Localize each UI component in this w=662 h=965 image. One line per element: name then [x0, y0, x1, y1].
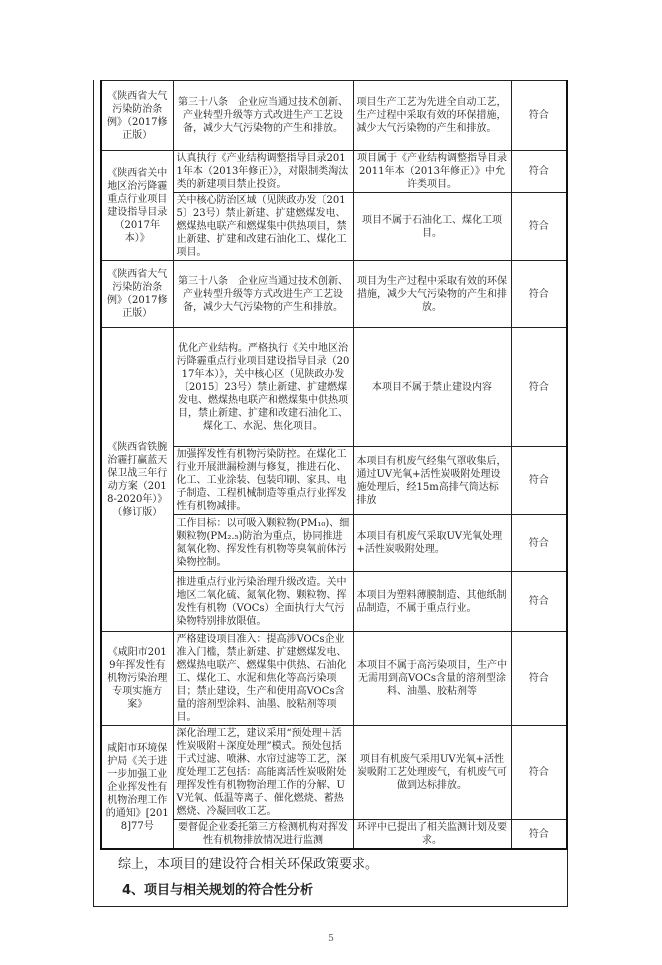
requirement-cell: 认真执行《产业结构调整指导目录2011年本（2013年修正）》，对限制类淘汰类的新建项目禁止投资。	[173, 151, 353, 193]
analysis-cell: 项目不属于石油化工、煤化工项目。	[353, 193, 511, 261]
result-cell: 符合	[511, 726, 567, 820]
requirement-cell: 第三十八条 企业应当通过技术创新、产业转型升级等方式改进生产工艺设备，减少大气污染物的产生和排放。	[173, 81, 353, 151]
policy-cell: 咸阳市环境保护局《关于进一步加强工业企业挥发性有机物治理工作的通知》[2018]77号	[101, 726, 173, 850]
table-row	[101, 726, 567, 820]
policy-cell: 《陕西省铁腕治霾打赢蓝天保卫战三年行动方案（2018-2020年）》（修订版）	[101, 328, 173, 632]
policy-cell: 《咸阳市2019年挥发性有机物污染治理专项实施方案》	[101, 632, 173, 726]
result-cell: 符合	[511, 151, 567, 193]
requirement-cell: 加强挥发性有机物污染防控。在煤化工行业开展泄漏检测与修复，推进石化、化工、工业涂装、包装印刷、家具、电子制造、工程机械制造等重点行业挥发性有机物减排。	[173, 447, 353, 515]
requirement-cell: 优化产业结构。严格执行《关中地区治污降霾重点行业项目建设指导目录（2017年本）》，关中核心区（见陕政办发〔2015〕23号）禁止新建、扩建燃煤发电、燃煤热电联产和燃煤集中供热项目，禁止新建、扩建和改建石油化工、煤化工、水泥、焦化项目。	[173, 328, 353, 447]
requirement-cell: 严格建设项目准入：提高涉VOCs企业准入门槛，禁止新建、扩建燃煤发电、燃煤热电联产、燃煤集中供热、石油化工、煤化工、水泥和焦化等高污染项目；禁止建设，生产和使用高VOCs含量的溶剂型涂料、油墨、胶粘剂等项目。	[173, 632, 353, 726]
table-row	[101, 151, 567, 193]
summary-text: 综上，本项目的建设符合相关环保政策要求。	[118, 857, 379, 872]
policy-cell: 《陕西省大气污染防治条例》（2017修正版）	[101, 81, 173, 151]
result-cell: 符合	[511, 193, 567, 261]
analysis-cell: 项目属于《产业结构调整指导目录2011年本（2013年修正）》中允许类项目。	[353, 151, 511, 193]
table-row	[101, 328, 567, 447]
result-cell: 符合	[511, 572, 567, 632]
analysis-cell: 本项目为塑料薄膜制造、其他纸制品制造，不属于重点行业。	[353, 572, 511, 632]
policy-cell: 《陕西省大气污染防治条例》（2017修正版）	[101, 261, 173, 328]
page-number: 5	[328, 934, 334, 944]
result-cell: 符合	[511, 328, 567, 447]
result-cell: 符合	[511, 261, 567, 328]
requirement-cell: 推进重点行业污染治理升级改造。关中地区二氧化硫、氮氧化物、颗粒物、挥发性有机物（VOCs）全面执行大气污染物特别排放限值。	[173, 572, 353, 632]
analysis-cell: 本项目有机废气采取UV光氧处理+活性炭吸附处理。	[353, 515, 511, 572]
table-row	[101, 632, 567, 726]
table-row	[101, 261, 567, 328]
result-cell: 符合	[511, 447, 567, 515]
result-cell: 符合	[511, 81, 567, 151]
analysis-cell: 本项目有机废气经集气罩收集后，通过UV光氧+活性炭吸附处理设施处理后，经15m高排气筒达标排放	[353, 447, 511, 515]
requirement-cell: 工作目标：以可吸入颗粒物(PM₁₀)、细颗粒物(PM₂.₅)防治为重点，协同推进氮氧化物、挥发性有机物等臭氧前体污染物控制。	[173, 515, 353, 572]
analysis-cell: 环评中已提出了相关监测计划及要求。	[353, 820, 511, 850]
analysis-cell: 本项目不属于高污染项目，生产中无需用到高VOCs含量的溶剂型涂料、油墨、胶粘剂等	[353, 632, 511, 726]
requirement-cell: 第三十八条 企业应当通过技术创新、产业转型升级等方式改进生产工艺设备，减少大气污染物的产生和排放。	[173, 261, 353, 328]
result-cell: 符合	[511, 632, 567, 726]
table-row	[101, 81, 567, 151]
analysis-cell: 项目生产工艺为先进全自动工艺，生产过程中采取有效的环保措施，减少大气污染物的产生和排放。	[353, 81, 511, 151]
requirement-cell: 深化治理工艺，建议采用“预处理＋活性炭吸附＋深度处理”模式。预处包括干式过滤、喷淋、水帘过滤等工艺，深度处理工艺包括：高能离活性炭吸附处理挥发性有机物物治理工作的分解、UV光氧、低温等离子、催化燃烧、蓄热燃烧、冷凝回收工艺。	[173, 726, 353, 820]
page-frame	[93, 80, 568, 907]
result-cell: 符合	[511, 820, 567, 850]
analysis-cell: 项目为生产过程中采取有效的环保措施，减少大气污染物的产生和排放。	[353, 261, 511, 328]
requirement-cell: 关中核心防治区域（见陕政办发〔2015〕23号）禁止新建、扩建燃煤发电、燃煤热电联产和燃煤集中供热项目，禁止新建、扩建和改建石油化工、煤化工项目。	[173, 193, 353, 261]
analysis-cell: 本项目不属于禁止建设内容	[353, 328, 511, 447]
section-heading: 4、项目与相关规划的符合性分析	[122, 883, 314, 898]
requirement-cell: 要督促企业委托第三方检测机构对挥发性有机物排放情况进行监测	[173, 820, 353, 850]
policy-cell: 《陕西省关中地区治污降霾重点行业项目建设指导目录（2017年本）》	[101, 151, 173, 261]
result-cell: 符合	[511, 515, 567, 572]
analysis-cell: 项目有机废气采用UV光氧+活性炭吸附工艺处理废气，有机废气可做到达标排放。	[353, 726, 511, 820]
policy-compliance-table	[100, 80, 568, 850]
